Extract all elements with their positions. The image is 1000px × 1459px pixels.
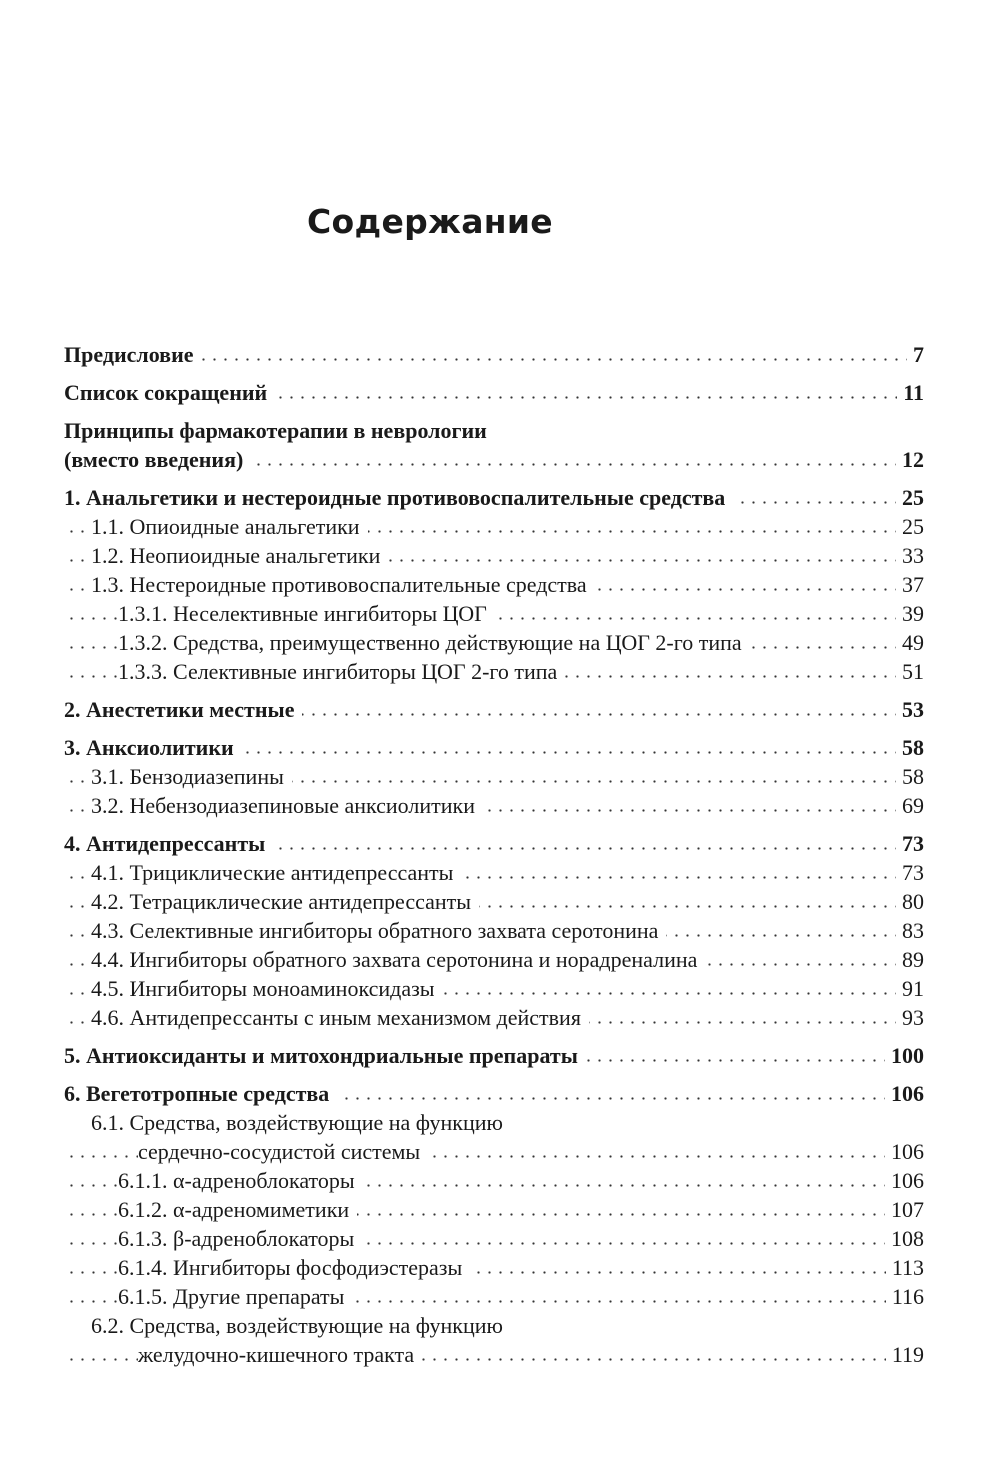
toc-entry-6-1-2[interactable]	[64, 1195, 924, 1224]
toc-entry-page: 69	[896, 791, 924, 820]
toc-entry-3-1[interactable]	[64, 762, 924, 791]
toc-entry-label: 1.3.1. Неселективные ингибиторы ЦОГ	[118, 601, 495, 626]
toc-entry-page: 49	[896, 628, 924, 657]
toc-entry-label: 6.1.1. α-адреноблокаторы	[118, 1168, 363, 1193]
toc-entry-page: 93	[896, 1003, 924, 1032]
page-title: Содержание	[307, 202, 553, 241]
toc-entry-page: 91	[896, 974, 924, 1003]
toc-entry-page: 113	[886, 1253, 924, 1282]
toc-entry-page: 100	[885, 1041, 924, 1070]
toc-entry-chapter-2[interactable]	[64, 695, 924, 724]
toc-entry-label: 4.4. Ингибиторы обратного захвата серотонина и норадреналина	[91, 947, 705, 972]
toc-entry-page: 12	[896, 445, 924, 474]
toc-entry-label: 4.6. Антидепрессанты с иным механизмом действия	[91, 1005, 589, 1030]
toc-entry-1-2[interactable]	[64, 541, 924, 570]
toc-entry-label: 2. Анестетики местные	[64, 697, 302, 722]
toc-entry-page: 116	[886, 1282, 924, 1311]
toc-entry-page: 51	[896, 657, 924, 686]
toc-entry-page: 58	[896, 733, 924, 762]
toc-entry-page: 106	[885, 1166, 924, 1195]
toc-entry-label: (вместо введения)	[64, 447, 251, 472]
toc-entry-label: 3.1. Бензодиазепины	[91, 764, 292, 789]
toc-entry-4-1[interactable]	[64, 858, 924, 887]
toc-heading-principles: Принципы фармакотерапии в неврологии	[64, 418, 487, 443]
toc-entry-chapter-5[interactable]	[64, 1041, 924, 1070]
toc-entry-page: 37	[896, 570, 924, 599]
toc-entry-page: 53	[896, 695, 924, 724]
toc-entry-page: 73	[896, 829, 924, 858]
toc-entry-1-3-1[interactable]	[64, 599, 924, 628]
table-of-contents	[64, 340, 924, 1369]
toc-entry-page: 25	[896, 483, 924, 512]
toc-entry-label: 4.2. Тетрациклические антидепрессанты	[91, 889, 479, 914]
toc-entry-1-3-2[interactable]	[64, 628, 924, 657]
toc-entry-label: 4.1. Трициклические антидепрессанты	[91, 860, 461, 885]
toc-entry-6-1-3[interactable]	[64, 1224, 924, 1253]
toc-entry-label: 6.1.3. β-адреноблокаторы	[118, 1226, 362, 1251]
toc-entry-label: 6.1.2. α-адреномиметики	[118, 1197, 357, 1222]
toc-entry-3-2[interactable]	[64, 791, 924, 820]
toc-entry-1-3[interactable]	[64, 570, 924, 599]
toc-entry-page: 80	[896, 887, 924, 916]
toc-entry-label: сердечно-сосудистой системы	[138, 1139, 428, 1164]
toc-entry-label: 5. Антиоксиданты и митохондриальные препараты	[64, 1043, 586, 1068]
toc-entry-chapter-4[interactable]	[64, 829, 924, 858]
toc-entry-1-1[interactable]	[64, 512, 924, 541]
toc-entry-label: 1. Анальгетики и нестероидные противовоспалительные средства	[64, 485, 733, 510]
toc-entry-6-1-1[interactable]	[64, 1166, 924, 1195]
toc-entry-label: 4.5. Ингибиторы моноаминоксидазы	[91, 976, 443, 1001]
toc-entry-label: 3.2. Небензодиазепиновые анксиолитики	[91, 793, 483, 818]
toc-entry-4-2[interactable]	[64, 887, 924, 916]
toc-entry-page: 107	[885, 1195, 924, 1224]
toc-entry-page: 11	[897, 378, 924, 407]
toc-entry-label: 3. Анксиолитики	[64, 735, 242, 760]
toc-entry-4-5[interactable]	[64, 974, 924, 1003]
toc-entry-6-2[interactable]	[64, 1340, 924, 1369]
toc-entry-label: 1.3. Нестероидные противовоспалительные средства	[91, 572, 595, 597]
toc-entry-page: 58	[896, 762, 924, 791]
toc-entry-label: 1.1. Опиоидные анальгетики	[91, 514, 368, 539]
toc-entry-abbreviations[interactable]	[64, 378, 924, 407]
toc-entry-label: 1.3.2. Средства, преимущественно действующие на ЦОГ 2-го типа	[118, 630, 750, 655]
toc-entry-page: 25	[896, 512, 924, 541]
toc-entry-label: 1.3.3. Селективные ингибиторы ЦОГ 2-го типа	[118, 659, 565, 684]
toc-heading-6-2: 6.2. Средства, воздействующие на функцию	[91, 1313, 503, 1338]
toc-entry-4-4[interactable]	[64, 945, 924, 974]
toc-entry-6-1[interactable]	[64, 1137, 924, 1166]
toc-entry-1-3-3[interactable]	[64, 657, 924, 686]
toc-entry-chapter-6[interactable]	[64, 1079, 924, 1108]
toc-heading-6-1: 6.1. Средства, воздействующие на функцию	[91, 1110, 503, 1135]
toc-entry-4-6[interactable]	[64, 1003, 924, 1032]
toc-entry-page: 33	[896, 541, 924, 570]
toc-entry-preface[interactable]	[64, 340, 924, 369]
toc-entry-label: Список сокращений	[64, 380, 275, 405]
toc-entry-page: 108	[885, 1224, 924, 1253]
toc-entry-label: 6. Вегетотропные средства	[64, 1081, 337, 1106]
toc-entry-label: 4. Антидепрессанты	[64, 831, 273, 856]
toc-entry-label: 1.2. Неопиоидные анальгетики	[91, 543, 388, 568]
toc-entry-label: желудочно-кишечного тракта	[138, 1342, 422, 1367]
toc-entry-6-1-4[interactable]	[64, 1253, 924, 1282]
toc-entry-page: 7	[907, 340, 924, 369]
toc-entry-6-1-5[interactable]	[64, 1282, 924, 1311]
toc-entry-label: 6.1.4. Ингибиторы фосфодиэстеразы	[118, 1255, 470, 1280]
toc-entry-page: 106	[885, 1079, 924, 1108]
toc-entry-page: 89	[896, 945, 924, 974]
toc-entry-chapter-1[interactable]	[64, 483, 924, 512]
toc-entry-page: 83	[896, 916, 924, 945]
toc-entry-page: 39	[896, 599, 924, 628]
toc-entry-principles[interactable]	[64, 445, 924, 474]
toc-entry-page: 119	[886, 1340, 924, 1369]
toc-entry-chapter-3[interactable]	[64, 733, 924, 762]
toc-entry-4-3[interactable]	[64, 916, 924, 945]
toc-entry-page: 73	[896, 858, 924, 887]
toc-entry-label: 4.3. Селективные ингибиторы обратного захвата серотонина	[91, 918, 666, 943]
toc-entry-label: Предисловие	[64, 342, 202, 367]
toc-entry-page: 106	[885, 1137, 924, 1166]
toc-entry-label: 6.1.5. Другие препараты	[118, 1284, 352, 1309]
